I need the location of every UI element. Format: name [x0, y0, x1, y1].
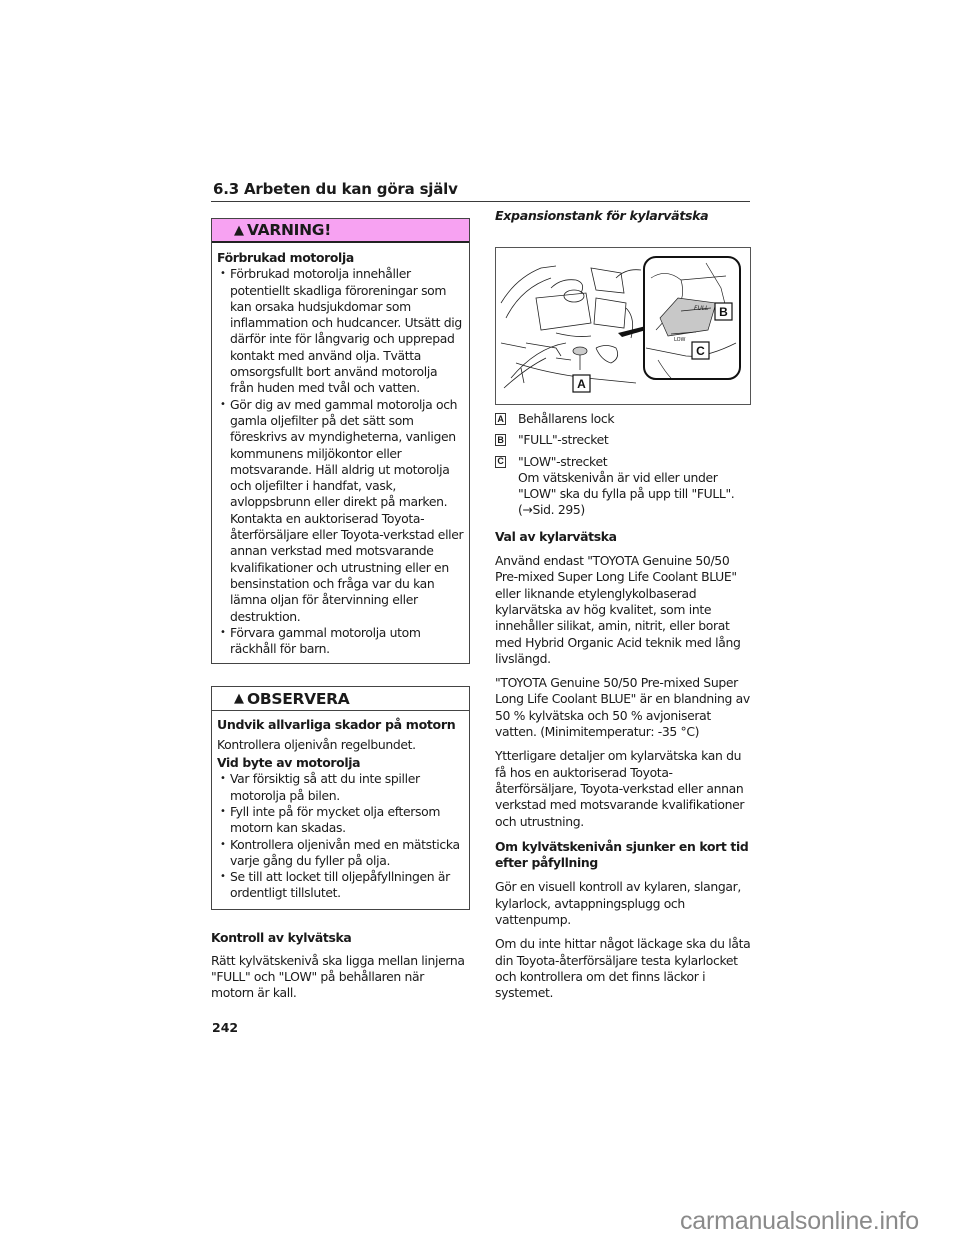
- warning-triangle-icon: ▲: [234, 691, 244, 707]
- observera-bullet: • Fyll inte på för mycket olja eftersom motorn kan skadas.: [217, 804, 464, 837]
- warning-bullets: [217, 266, 464, 657]
- callout-b: B: [719, 305, 728, 319]
- warning-bullet: • Förvara gammal motorolja utom räckhåll för barn.: [217, 625, 464, 658]
- observera-heading-2: Vid byte av motorolja: [217, 755, 361, 771]
- callout-c: C: [696, 344, 705, 358]
- legend-item-a: [495, 411, 751, 427]
- legend-extra: Om vätskenivån är vid eller under "LOW" ska du fylla på upp till "FULL".: [518, 469, 735, 502]
- warning-triangle-icon: ▲: [234, 222, 244, 238]
- observera-bullet: • Var försiktig så att du inte spiller motorolja på bilen.: [217, 771, 464, 804]
- coolant-tank-illustration: [495, 247, 751, 405]
- page-reference-link[interactable]: (→Sid. 295): [518, 502, 585, 518]
- observera-header: [212, 687, 469, 711]
- warning-bullet: • Förbrukad motorolja innehåller potentiellt skadliga föroreningar som kan orsaka hudsjukdomar som inflammation och hudcancer. Utsätt dig därför inte för långvarig och upprepad kontakt med använd olja. Tvätta omsorgsfullt bort använd motorolja från huden med tvål och vatten.: [217, 266, 464, 396]
- legend-item-b: [495, 432, 751, 448]
- warning-box: [211, 218, 470, 664]
- low-mark-label: LOW: [674, 337, 686, 343]
- left-column: [211, 218, 470, 1002]
- warning-title: VARNING!: [247, 221, 331, 239]
- val-paragraph-2: "TOYOTA Genuine 50/50 Pre-mixed Super Long Life Coolant BLUE" är en blandning av 50 % kylvätska och 50 % avjoniserat vatten. (Minimitemperatur: -35 °C): [495, 675, 750, 740]
- page-number: 242: [212, 1020, 239, 1035]
- val-heading: Val av kylarvätska: [495, 528, 617, 544]
- figure-legend: [495, 411, 751, 519]
- observera-box: [211, 686, 470, 909]
- observera-text-1: Kontrollera oljenivån regelbundet.: [217, 736, 416, 752]
- sink-paragraph-2: Om du inte hittar något läckage ska du låta din Toyota-återförsäljare testa kylarlocket och kontrollera om det finns läckor i systemet.: [495, 936, 751, 1001]
- observera-title: OBSERVERA: [247, 689, 350, 708]
- figure-title: Expansionstank för kylarvätska: [495, 208, 709, 223]
- label-c-icon: C: [495, 456, 506, 468]
- sink-heading: Om kylvätskenivån sjunker en kort tid efter påfyllning: [495, 838, 749, 871]
- full-mark-label: FULL: [694, 305, 709, 312]
- observera-bullet: • Kontrollera oljenivån med en mätsticka varje gång du fyller på olja.: [217, 837, 464, 870]
- warning-header: [212, 219, 469, 243]
- warning-heading: Förbrukad motorolja: [217, 250, 354, 265]
- observera-bullet: • Se till att locket till oljepåfyllningen är ordentligt tillslutet.: [217, 869, 464, 902]
- legend-text: "FULL"-strecket: [518, 432, 609, 448]
- sink-paragraph-1: Gör en visuell kontroll av kylaren, slangar, kylarlock, avtappningsplugg och vattenpump.: [495, 879, 741, 928]
- engine-bay-drawing: [496, 248, 750, 404]
- observera-heading-1: Undvik allvarliga skador på motorn: [217, 717, 456, 733]
- coolant-check-text: Rätt kylvätskenivå ska ligga mellan linjerna "FULL" och "LOW" på behållaren när motorn är kall.: [211, 952, 465, 1001]
- legend-text: Behållarens lock: [518, 411, 615, 426]
- callout-a: A: [577, 377, 586, 391]
- val-paragraph-1: Använd endast "TOYOTA Genuine 50/50 Pre-mixed Super Long Life Coolant BLUE" eller liknande etylenglykolbaserad kylarvätska av hög kvalitet, som inte innehåller silikat, amin, nitrit, eller borat med Hybrid Organic Acid teknik med lång livslängd.: [495, 553, 741, 666]
- legend-text: "LOW"-strecket: [518, 453, 608, 469]
- warning-bullet: • Gör dig av med gammal motorolja och gamla oljefilter på det sätt som föreskrivs av myndigheterna, vanligen kommunens miljökontor eller motsvarande. Häll aldrig ut motorolja och oljefilter i handfat, vask, avloppsbrunn eller direkt på marken. Kontakta en auktoriserad Toyota-återförsäljare eller Toyota-verkstad eller annan verkstad med motsvarande kvalifikationer och utrustning eller en bensinstation och fråga var du kan lämna oljan för återvinning eller destruktion.: [217, 397, 464, 625]
- label-b-icon: B: [495, 434, 506, 446]
- right-column: [495, 208, 751, 1002]
- observera-body: [212, 711, 469, 908]
- label-a-icon: A: [495, 413, 506, 425]
- watermark: carmanualsonline.info: [680, 1207, 920, 1235]
- section-header: [211, 180, 750, 202]
- observera-bullets: [217, 771, 464, 901]
- val-paragraph-3: Ytterligare detaljer om kylarvätska kan du få hos en auktoriserad Toyota-återförsäljare, Toyota-verkstad eller annan verkstad med motsvarande kvalifikationer och utrustning.: [495, 748, 745, 829]
- coolant-check-heading: Kontroll av kylvätska: [211, 929, 352, 945]
- warning-body: [212, 243, 469, 663]
- legend-item-c: [495, 454, 751, 519]
- section-title: 6.3 Arbeten du kan göra själv: [213, 180, 458, 198]
